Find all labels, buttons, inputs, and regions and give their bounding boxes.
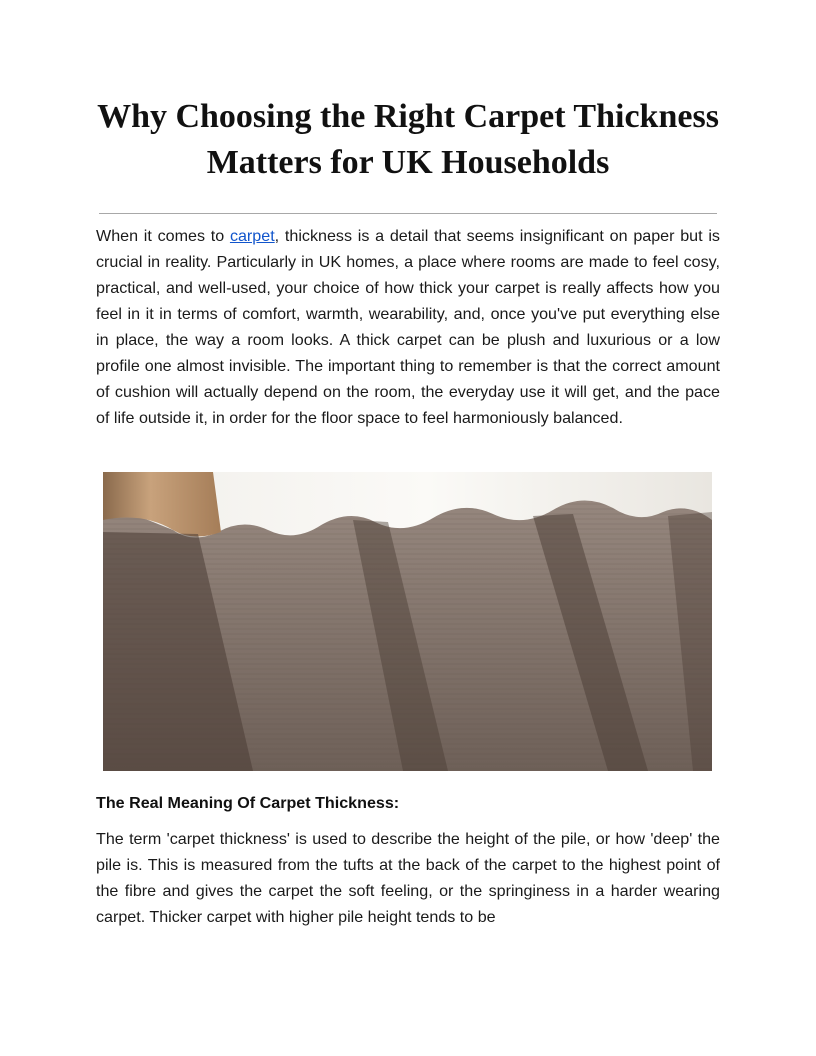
carpet-photo	[103, 472, 712, 771]
section-heading: The Real Meaning Of Carpet Thickness:	[96, 794, 400, 812]
title-line-1: Why Choosing the Right Carpet Thickness	[97, 98, 719, 135]
intro-text-start: When it comes to	[96, 227, 230, 245]
page-title	[60, 94, 756, 186]
carpet-link[interactable]: carpet	[229, 227, 275, 245]
title-line-2: Matters for UK Households	[206, 144, 610, 181]
intro-text-rest: , thickness is a detail that seems insignificant on paper but is crucial in reality. Particularly in UK homes, a place where rooms are made to feel cosy, practical, and well-used, your choice of how thick your carpet is really affects how you feel in it in terms of comfort, warmth, wearability, and, once you've put everything else in place, the way a room looks. A thick carpet can be plush and luxurious or a low profile one almost invisible. The important thing to remember is that the correct amount of cushion will actually depend on the room, the everyday use it will get, and the pace of life outside it, in order for the floor space to feel harmoniously balanced.	[96, 227, 720, 427]
section-paragraph: The term 'carpet thickness' is used to describe the height of the pile, or how 'deep' the pile is. This is measured from the tufts at the back of the carpet to the highest point of the fibre and gives the carpet the soft feeling, or the springiness in a harder wearing carpet. Thicker carpet with higher pile height tends to be	[96, 830, 720, 926]
title-divider	[99, 213, 717, 214]
intro-paragraph	[96, 223, 720, 431]
